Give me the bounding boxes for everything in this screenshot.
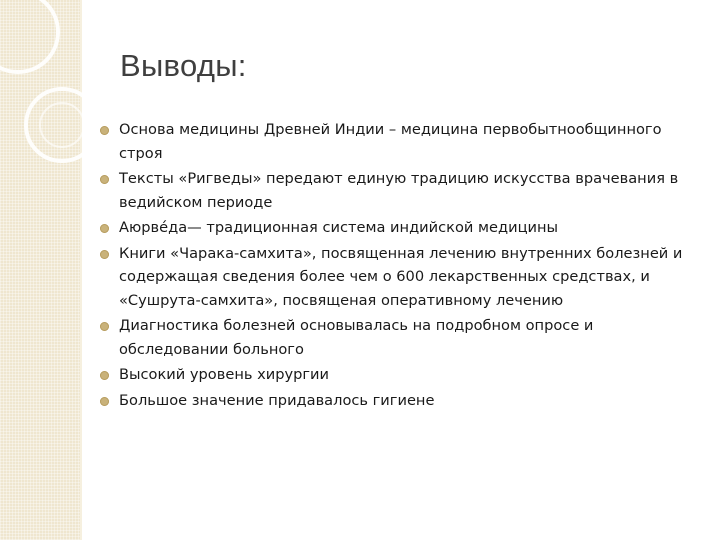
list-item	[100, 389, 700, 413]
round-bullet-icon	[100, 175, 109, 184]
decorative-side-band	[0, 0, 80, 540]
list-item	[100, 314, 700, 361]
bullet-text: Большое значение придавалось гигиене	[119, 391, 435, 409]
round-bullet-icon	[100, 322, 109, 331]
list-item	[100, 216, 700, 240]
bullet-text: Диагностика болезней основывалась на подробном опросе и обследовании больного	[119, 317, 594, 358]
list-item	[100, 363, 700, 387]
bullet-list	[100, 118, 700, 414]
round-bullet-icon	[100, 224, 109, 233]
bullet-text: Аюрве́да— традиционная система индийской медицины	[119, 219, 559, 236]
list-item	[100, 242, 700, 313]
bullet-text: Высокий уровень хирургии	[119, 366, 330, 383]
round-bullet-icon	[100, 250, 109, 259]
bullet-text: Основа медицины Древней Индии – медицина первобытнообщинного строя	[119, 121, 662, 162]
round-bullet-icon	[100, 126, 109, 135]
side-band-edge	[80, 0, 82, 540]
round-bullet-icon	[100, 397, 109, 406]
list-item	[100, 167, 700, 214]
list-item	[100, 118, 700, 165]
bullet-text: Книги «Чарака-самхита», посвященная лечению внутренних болезней и содержащая сведения более чем о 600 лекарственных средствах, и «Сушрута-самхита», посвященая оперативному лечению	[119, 244, 683, 309]
slide-title: Выводы:	[120, 48, 247, 83]
round-bullet-icon	[100, 371, 109, 380]
bullet-text: Тексты «Ригведы» передают единую традицию искусства врачевания в ведийском периоде	[119, 170, 679, 211]
